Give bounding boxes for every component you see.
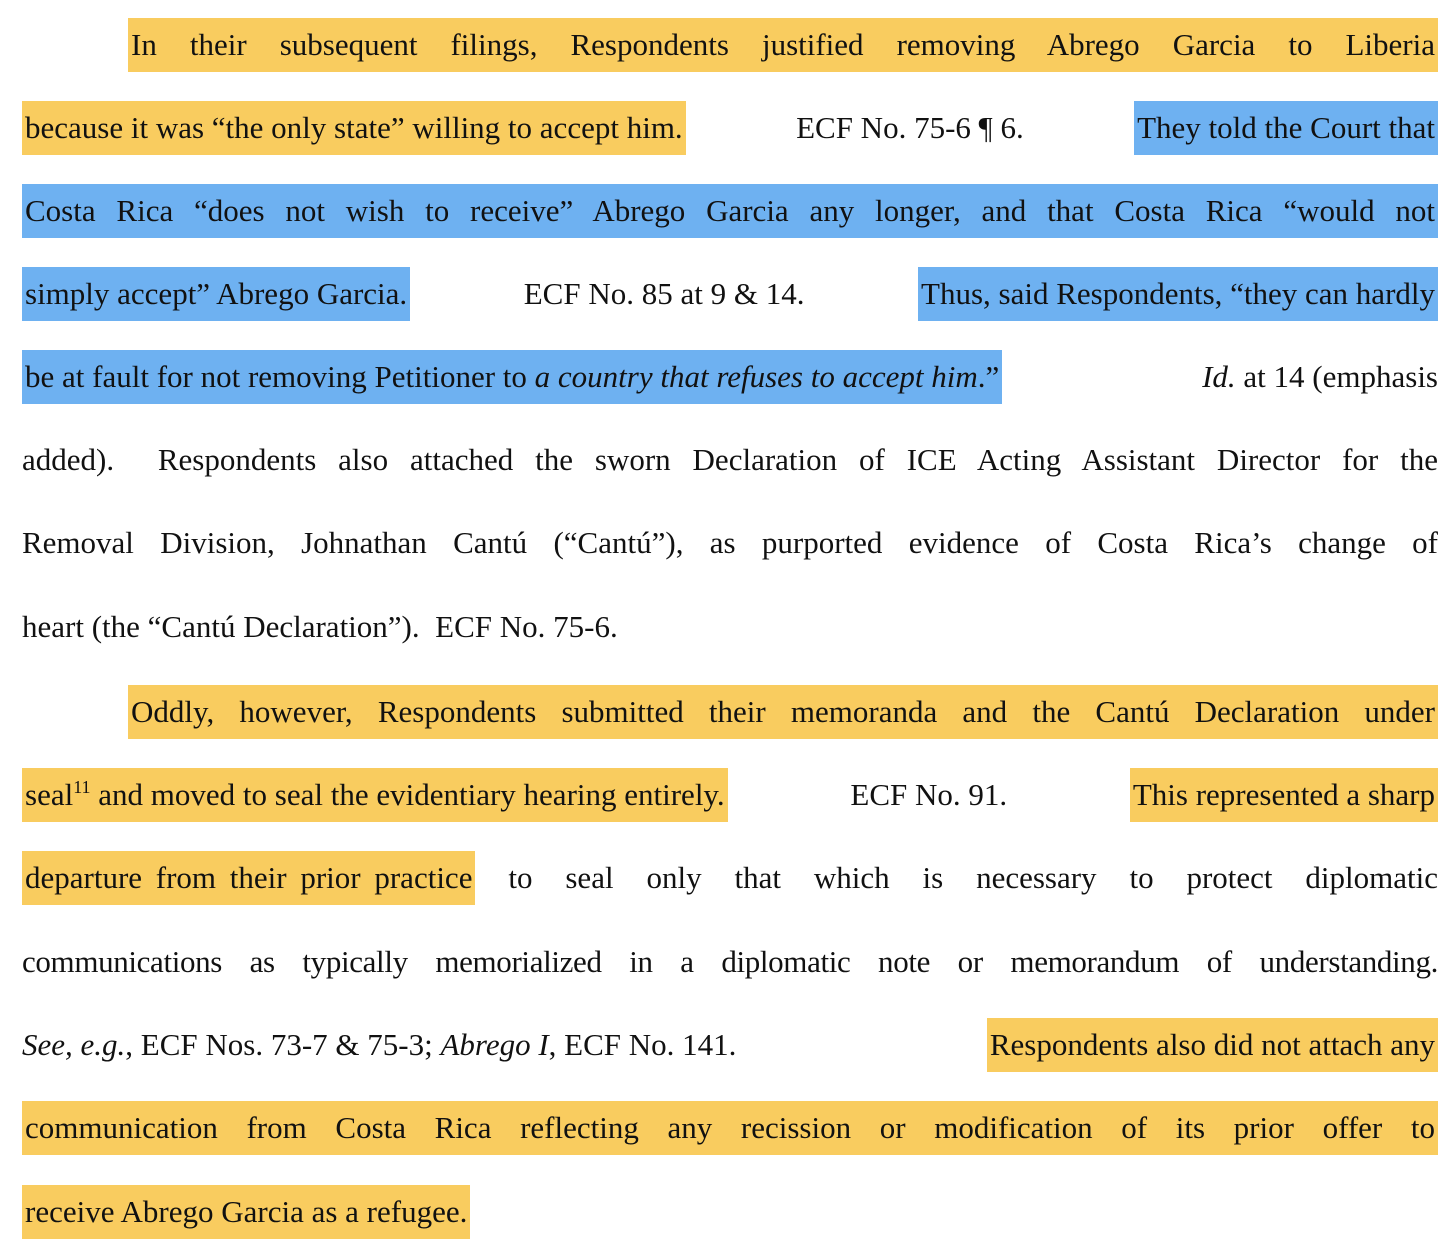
blue-highlight: Costa Rica “does not wish to receive” Abrego Garcia any longer, and that Costa Rica “would not	[22, 184, 1438, 238]
p2-line-6	[22, 1101, 1438, 1155]
p1-line-5	[22, 350, 1438, 404]
quote-close: .”	[977, 359, 1000, 394]
blue-highlight: They told the Court that	[1134, 101, 1438, 155]
p1-line-6	[22, 433, 1438, 487]
yellow-highlight	[22, 768, 728, 822]
p1-line-8	[22, 600, 1438, 654]
body-text: communications as typically memorialized in a diplomatic note or memorandum of understanding.	[22, 944, 1438, 979]
p1-line-7	[22, 516, 1438, 570]
citation-text	[22, 1018, 736, 1072]
p1-line-3	[22, 184, 1438, 238]
citation-text: ECF No. 75-6 ¶ 6.	[796, 110, 1024, 145]
citation-text: ECF No. 91.	[850, 777, 1008, 812]
p2-line-2	[22, 768, 1438, 822]
yellow-highlight: communication from Costa Rica reflecting any recission or modification of its prior offer to	[22, 1101, 1438, 1155]
cite-a: , ECF Nos. 73-7 & 75-3;	[125, 1027, 441, 1062]
yellow-highlight: because it was “the only state” willing to accept him.	[22, 101, 686, 155]
quote-emphasis: a country that refuses to accept him	[534, 359, 978, 394]
see-signal: See, e.g.	[22, 1027, 126, 1062]
body-text: to seal only that which is necessary to protect diplomatic	[475, 860, 1439, 895]
yellow-highlight: Oddly, however, Respondents submitted their memoranda and the Cantú Declaration under	[128, 685, 1438, 739]
citation-text: ECF No. 85 at 9 & 14.	[523, 276, 805, 311]
id-cite: Id.	[1202, 359, 1236, 394]
p2-line-7	[22, 1185, 1438, 1239]
body-text: added). Respondents also attached the sworn Declaration of ICE Acting Assistant Director for the	[22, 442, 1438, 477]
quote-text: be at fault for not removing Petitioner to	[25, 359, 535, 394]
footnote-marker[interactable]: 11	[73, 777, 91, 797]
highlight-text: and moved to seal the evidentiary hearing entirely.	[90, 777, 725, 812]
seal-text: seal	[25, 777, 74, 812]
yellow-highlight: departure from their prior practice	[22, 851, 475, 905]
p2-line-1	[128, 685, 1438, 739]
blue-highlight	[22, 350, 1002, 404]
p1-line-2	[22, 101, 1438, 155]
yellow-highlight: In their subsequent filings, Respondents justified removing Abrego Garcia to Liberia	[128, 18, 1438, 72]
cite-rest: at 14 (emphasis	[1235, 359, 1438, 394]
p1-line-4	[22, 267, 1438, 321]
yellow-highlight: receive Abrego Garcia as a refugee.	[22, 1185, 470, 1239]
p2-line-5	[22, 1018, 1438, 1072]
case-name: Abrego I	[440, 1027, 549, 1062]
citation-text	[1202, 350, 1438, 404]
blue-highlight: Thus, said Respondents, “they can hardly	[918, 267, 1438, 321]
p2-line-4	[22, 935, 1438, 989]
p2-line-3	[22, 851, 1438, 905]
yellow-highlight: This represented a sharp	[1130, 768, 1438, 822]
body-text: Removal Division, Johnathan Cantú (“Cantú”), as purported evidence of Costa Rica’s change of	[22, 525, 1438, 560]
body-text: heart (the “Cantú Declaration”). ECF No. 75-6.	[22, 609, 618, 644]
p1-line-1	[128, 18, 1438, 72]
yellow-highlight: Respondents also did not attach any	[987, 1018, 1438, 1072]
blue-highlight: simply accept” Abrego Garcia.	[22, 267, 410, 321]
cite-b: , ECF No. 141.	[548, 1027, 737, 1062]
